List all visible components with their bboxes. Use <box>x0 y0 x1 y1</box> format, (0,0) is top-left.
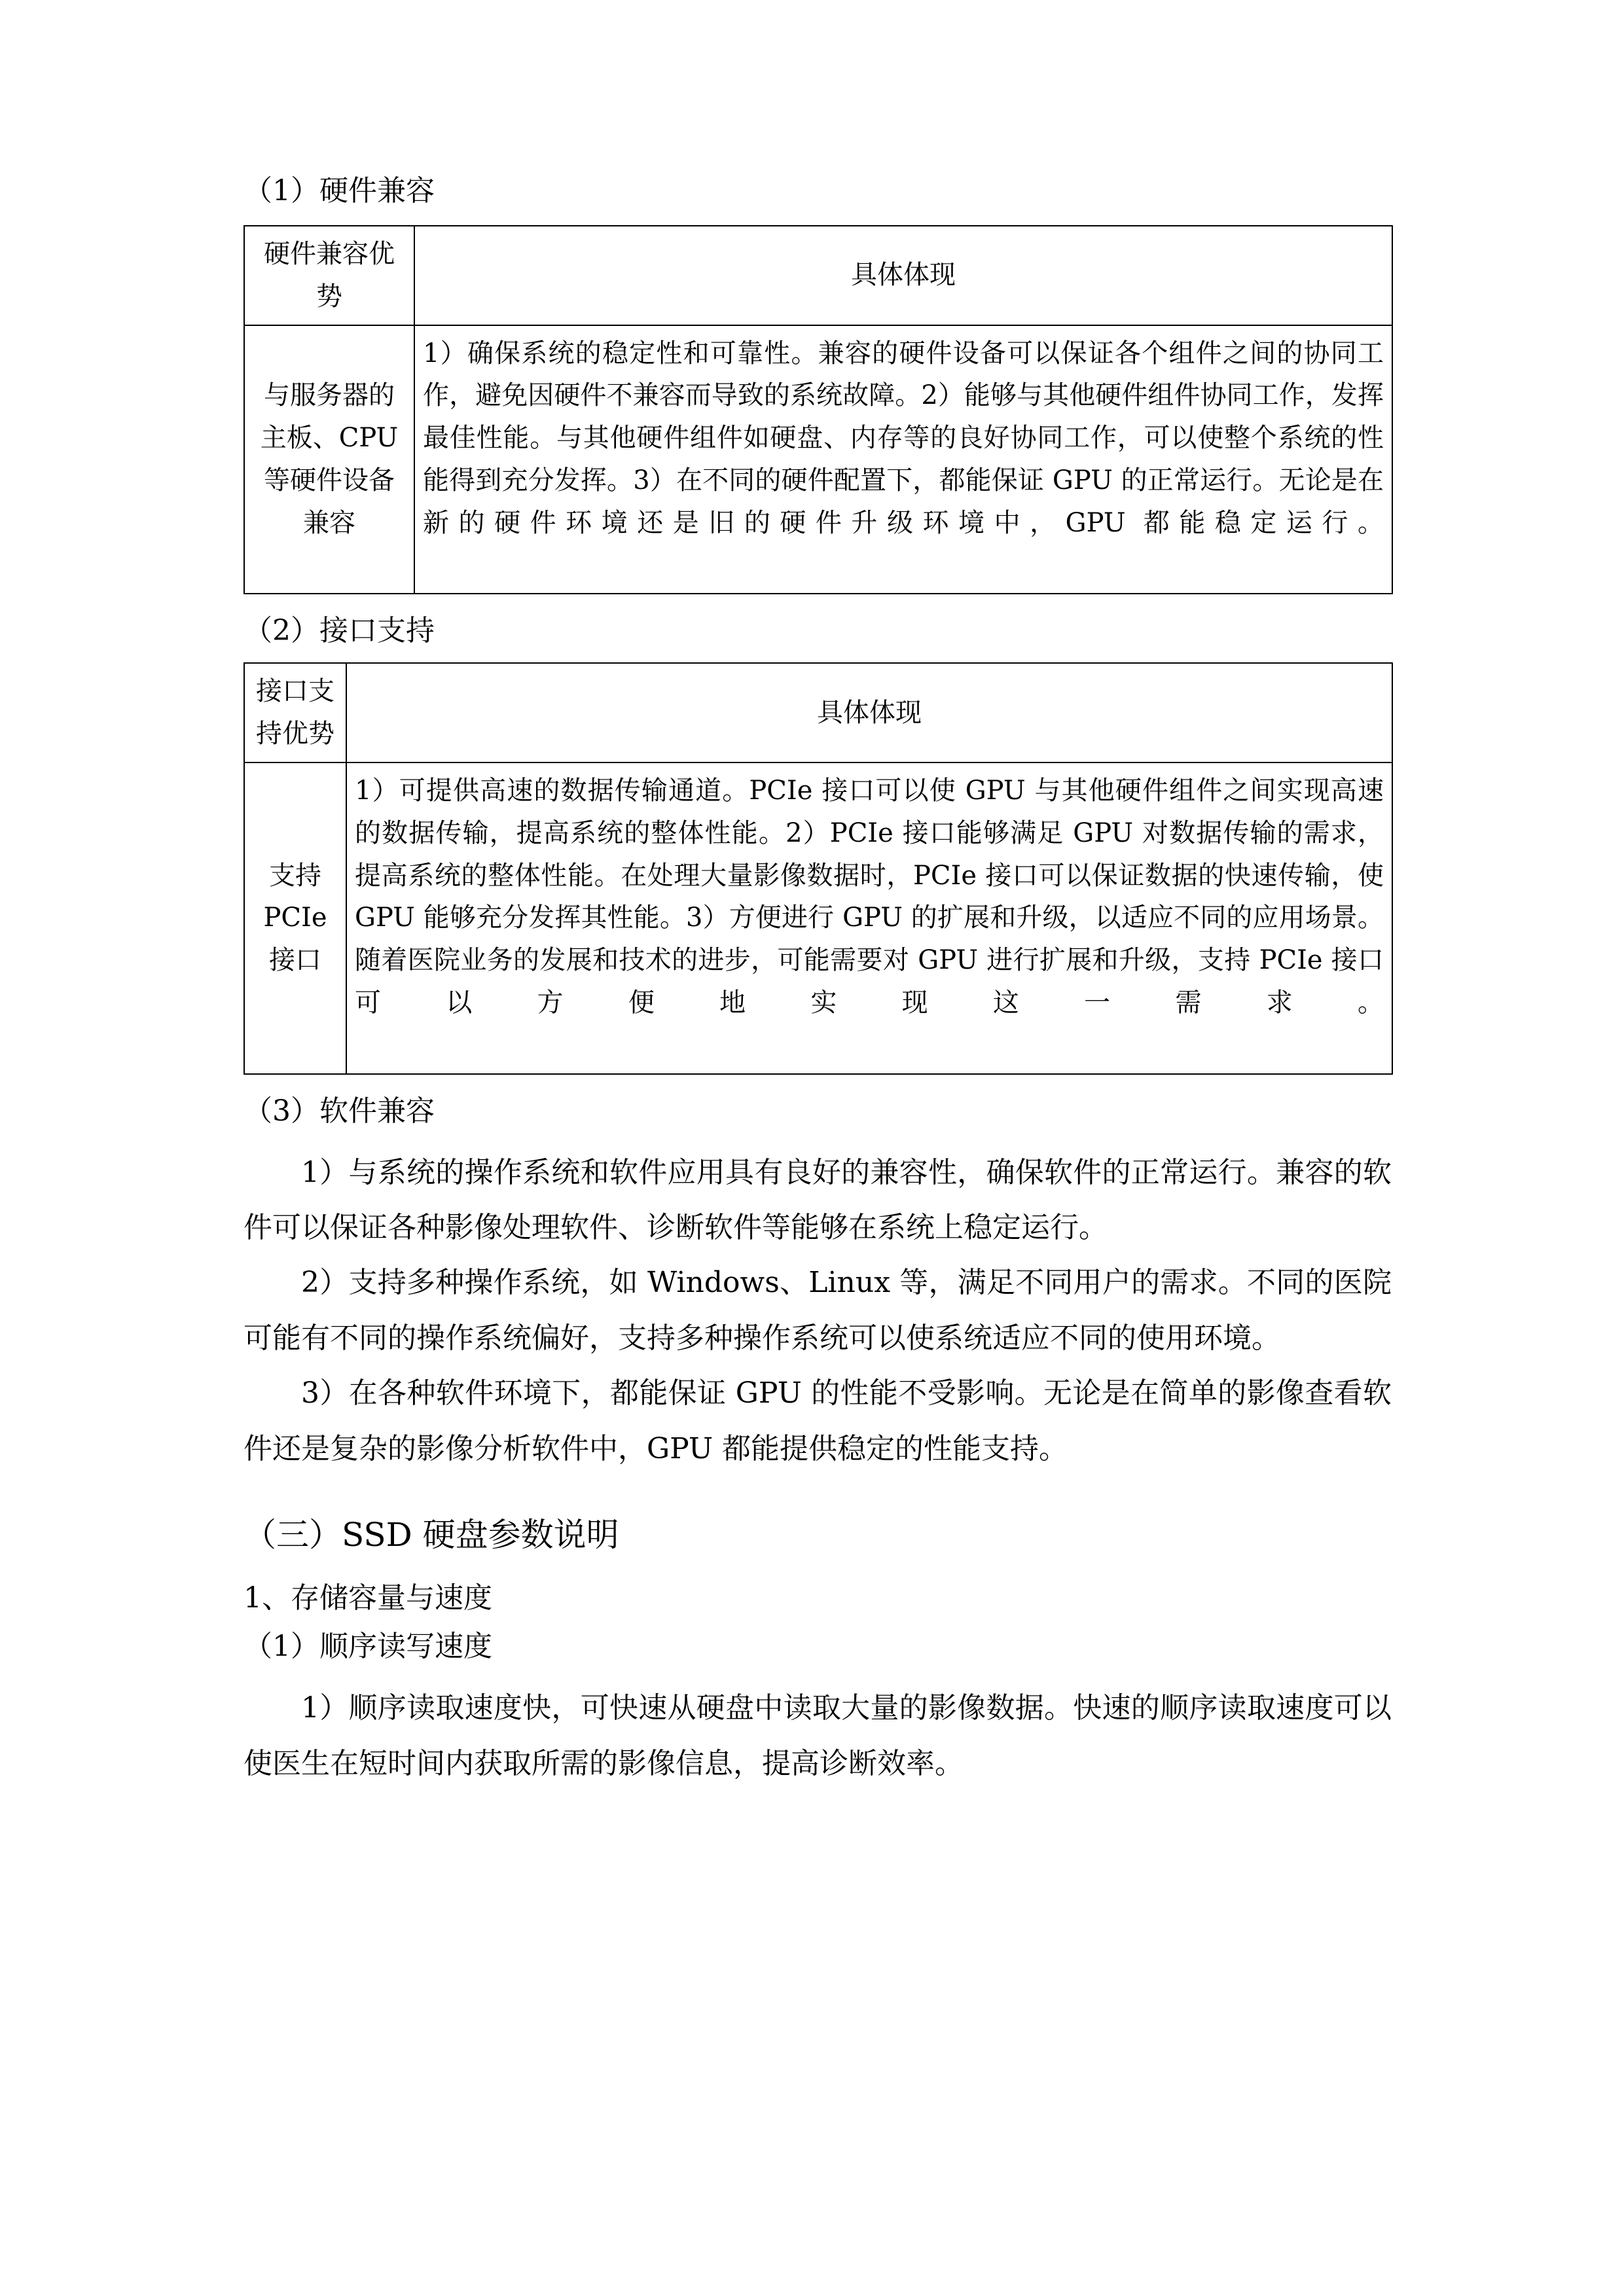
heading-ssd-parameters: （三）SSD 硬盘参数说明 <box>244 1516 619 1554</box>
table-cell-detail-text: 1）确保系统的稳定性和可靠性。兼容的硬件设备可以保证各个组件之间的协同工作，避免因硬件不兼容而导致的系统故障。2）能够与其他硬件组件协同工作，发挥最佳性能。与其他硬件组件如硬盘、内存等的良好协同工作，可以使整个系统的性能得到充分发挥。3）在不同的硬件配置下，都能保证 GPU 的正常运行。无论是在新的硬件环境还是旧的硬件升级环境中，GPU 都能稳定运行。 <box>423 338 1384 538</box>
table-hardware-compat <box>244 225 1393 594</box>
table-header-detail-col: 具体体现 <box>346 663 1392 762</box>
table-cell-label: 支持 PCIe 接口 <box>244 762 346 1074</box>
table-cell-detail <box>346 762 1392 1074</box>
table-row <box>244 663 1392 762</box>
subheading-storage-capacity-speed: 1、存储容量与速度 <box>244 1581 492 1615</box>
table-row <box>244 762 1392 1074</box>
paragraph-software-compat-3: 3）在各种软件环境下，都能保证 GPU 的性能不受影响。无论是在简单的影像查看软件还是复杂的影像分析软件中，GPU 都能提供稳定的性能支持。 <box>244 1376 1392 1465</box>
paragraph-ssd-1: 1）顺序读取速度快，可快速从硬盘中读取大量的影像数据。快速的顺序读取速度可以使医生在短时间内获取所需的影像信息，提高诊断效率。 <box>244 1691 1392 1780</box>
table-interface-support <box>244 662 1393 1074</box>
caption-sequential-read-write-speed: （1）顺序读写速度 <box>244 1630 492 1664</box>
paragraph-software-compat-2: 2）支持多种操作系统，如 Windows、Linux 等，满足不同用户的需求。不同的医院可能有不同的操作系统偏好，支持多种操作系统可以使系统适应不同的使用环境。 <box>244 1266 1392 1355</box>
table-cell-detail-text: 1）可提供高速的数据传输通道。PCIe 接口可以使 GPU 与其他硬件组件之间实现高速的数据传输，提高系统的整体性能。2）PCIe 接口能够满足 GPU 对数据传输的需求，提高系统的整体性能。在处理大量影像数据时，PCIe 接口可以保证数据的快速传输，使 GPU 能够充分发挥其性能。3）方便进行 GPU 的扩展和升级，以适应不同的应用场景。随着医院业务的发展和技术的进步，可能需要对 GPU 进行扩展和升级，支持 PCIe 接口可以方便地实现这一需求。 <box>355 775 1384 1018</box>
paragraph-software-compat-1: 1）与系统的操作系统和软件应用具有良好的兼容性，确保软件的正常运行。兼容的软件可以保证各种影像处理软件、诊断软件等能够在系统上稳定运行。 <box>244 1155 1392 1245</box>
table-cell-label: 与服务器的主板、CPU等硬件设备兼容 <box>244 325 414 594</box>
caption-software-compat: （3）软件兼容 <box>244 1094 435 1128</box>
table-row <box>244 226 1392 325</box>
table-header-label-col: 接口支持优势 <box>244 663 346 762</box>
caption-hardware-compat: （1）硬件兼容 <box>244 174 435 207</box>
table-header-label-col: 硬件兼容优势 <box>244 226 414 325</box>
table-cell-detail <box>414 325 1392 594</box>
caption-interface-support: （2）接口支持 <box>244 614 435 648</box>
table-row <box>244 325 1392 594</box>
table-header-detail-col: 具体体现 <box>414 226 1392 325</box>
